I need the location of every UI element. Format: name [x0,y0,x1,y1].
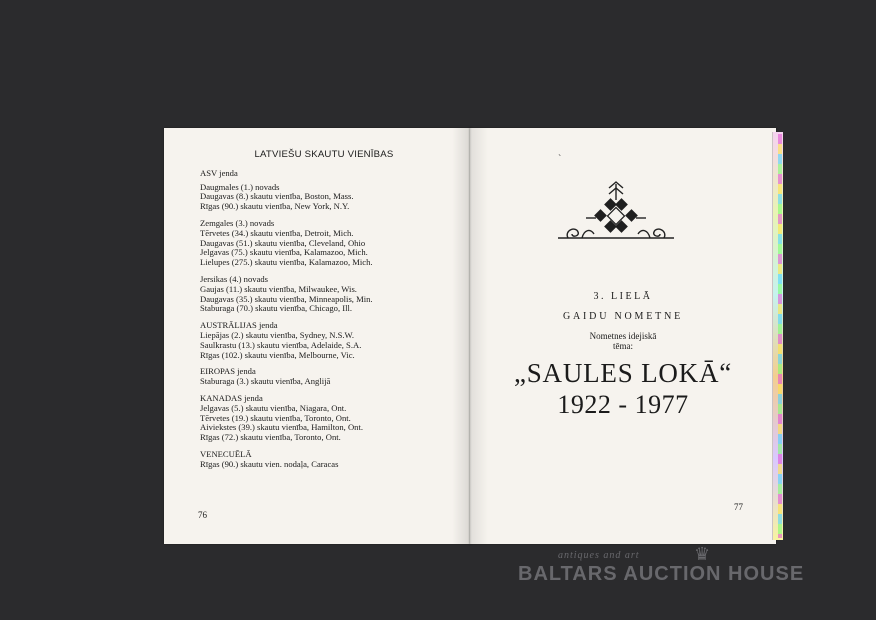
main-title: „SAULES LOKĀ“ [513,358,733,388]
list-group [200,450,448,470]
list-group [200,183,448,212]
folk-ornament-icon [554,178,678,250]
section-heading: VENECUĒLĀ [200,448,252,459]
section-heading: ASV jenda [200,167,238,178]
list-group [200,275,448,314]
camp-number: 3. LIELĀ [593,291,653,302]
left-page-content [200,150,448,477]
list-item: Rīgas (90.) skautu vienība, New York, N.Y. [200,201,350,212]
theme-label-line: tēma: [613,341,633,351]
page-number: 77 [734,502,743,512]
list-item: Daugavas (8.) skautu vienība, Boston, Mass. [200,191,354,202]
list-item: Liepājas (2.) skautu vienība, Sydney, N.S.W. [200,329,355,340]
list-item: Rīgas (102.) skautu vienība, Melbourne, Vic. [200,349,355,360]
page-title: LATVIEŠU SKAUTU VIENĪBAS [254,149,394,160]
watermark-big: BALTARS AUCTION HOUSE [518,563,805,585]
section-heading: KANADAS jenda [200,392,263,403]
section-heading: Jersikas (4.) novads [200,273,269,284]
page-number: 76 [198,510,207,520]
list-item: Staburaga (70.) skautu vienība, Chicago, Ill. [200,303,353,314]
right-page [470,128,776,544]
open-book [160,124,784,548]
list-group [200,219,448,268]
section-heading: EIROPAS jenda [200,366,256,377]
list-group [200,321,448,360]
list-item: Jelgavas (5.) skautu vienība, Niagara, Ont. [200,402,347,413]
list-item: Tērvetes (34.) skautu vienība, Detroit, Mich. [200,227,354,238]
list-group [200,367,448,387]
list-item: Jelgavas (75.) skautu vienība, Kalamazoo, Mich. [200,247,368,258]
list-item: Daugavas (51.) skautu vienība, Cleveland, Ohio [200,237,366,248]
theme-label-line: Nometnes idejiskā [589,331,657,341]
list-item: Lielupes (275.) skautu vienība, Kalamazoo, Mich. [200,257,373,268]
list-item: Tērvetes (19.) skautu vienība, Toronto, Ont. [200,412,351,423]
camp-name: GAIDU NOMETNE [563,311,683,322]
watermark [518,544,808,600]
list-item: Rīgas (90.) skautu vien. nodaļa, Caracas [200,458,339,469]
section-heading: Zemgales (3.) novads [200,217,275,228]
years: 1922 - 1977 [557,390,689,419]
section-heading: Daugmales (1.) novads [200,181,280,192]
section-heading: AUSTRĀLIJAS jenda [200,320,278,331]
list-group [200,394,448,443]
list-item: Daugavas (35.) skautu vienība, Minneapolis, Min. [200,293,373,304]
ink-mark: ˋ [558,154,562,165]
crown-icon: ♛ [694,544,711,564]
watermark-small: antiques and art [558,550,640,561]
list-item: Staburaga (3.) skautu vienība, Anglijā [200,376,331,387]
list-item: Rīgas (72.) skautu vienība, Toronto, Ont. [200,432,341,443]
list-item: Saulkrastu (13.) skautu vienība, Adelaide, S.A. [200,339,362,350]
list-item: Aiviekstes (39.) skautu vienība, Hamilton, Ont. [200,422,364,433]
left-page [164,128,471,544]
theme-label [470,331,776,351]
page-edges-color [778,134,782,538]
list-item: Gaujas (11.) skautu vienība, Milwaukee, Wis. [200,283,357,294]
